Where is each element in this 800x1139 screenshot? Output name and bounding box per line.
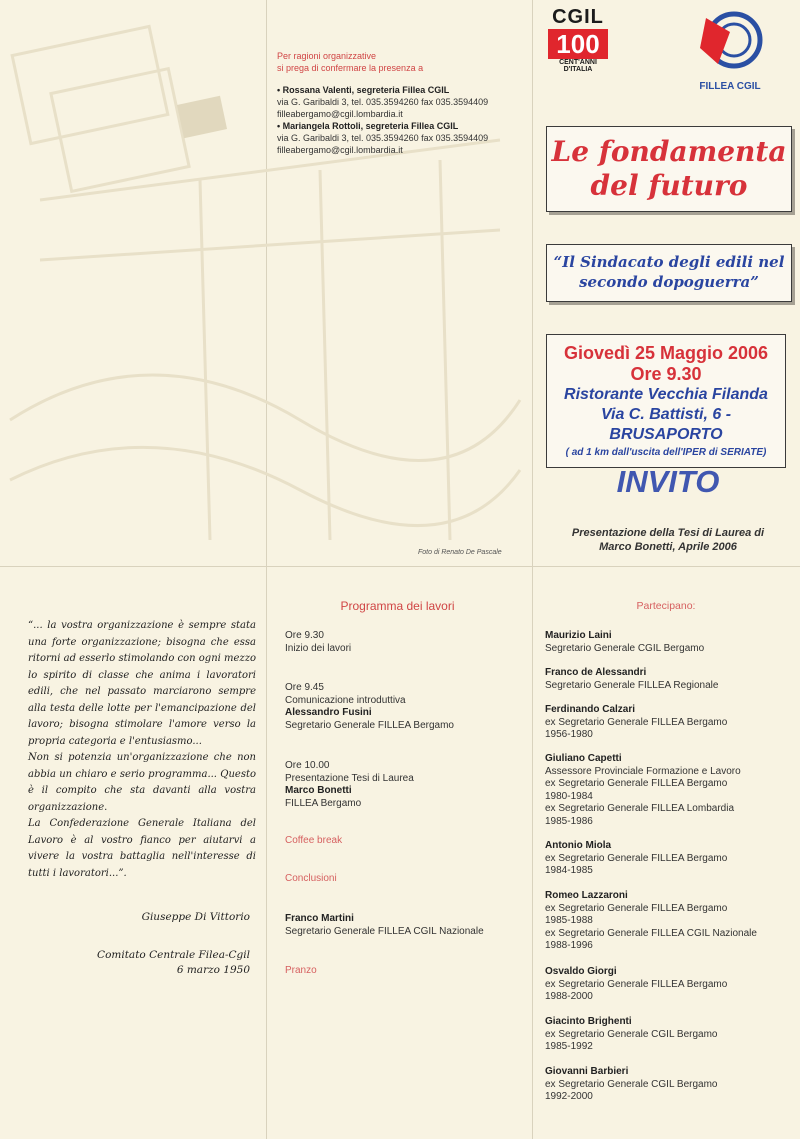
event-time: Ore 9.30 [630, 364, 702, 384]
event-address: Via C. Battisti, 6 - BRUSAPORTO [600, 406, 732, 443]
event-date: Giovedì 25 Maggio 2006 [563, 343, 769, 363]
contact-email[interactable]: filleabergamo@cgil.lombardia.it [277, 145, 403, 155]
programma-role: FILLEA Bergamo [285, 797, 362, 809]
participant-role: 1992-2000 [545, 1091, 593, 1102]
programma-pranzo [285, 965, 525, 978]
participant-role: 1956-1980 [545, 729, 593, 740]
fold-line [0, 566, 800, 567]
contact-name: • Rossana Valenti, segreteria Fillea CGIL [277, 85, 450, 95]
participant-role: 1988-1996 [545, 940, 593, 951]
programma-desc: Comunicazione introduttiva [285, 694, 406, 706]
fillea-logo [680, 8, 780, 92]
participant [545, 667, 795, 692]
photo-credit: Foto di Renato De Pascale [418, 549, 502, 556]
event-place: Ristorante Vecchia Filanda [564, 386, 768, 403]
participant-role: ex Segretario Generale FILLEA Lombardia [545, 803, 734, 814]
participant-role: ex Segretario Generale FILLEA Bergamo [545, 902, 728, 914]
participant-name: Ferdinando Calzari [545, 704, 636, 715]
pranzo-label: Pranzo [285, 965, 317, 976]
invito-heading: INVITO [616, 464, 720, 499]
programma-item [285, 682, 525, 732]
title-line: del futuro [590, 169, 748, 202]
participant-role: ex Segretario Generale CGIL Bergamo [545, 1028, 718, 1040]
contact-address: via G. Garibaldi 3, tel. 035.3594260 fax 035.3594409 [277, 133, 489, 143]
participant-role: ex Segretario Generale CGIL Bergamo [545, 1078, 718, 1090]
programma-speaker: Alessandro Fusini [285, 707, 372, 718]
programma-title: Programma dei lavori [340, 599, 455, 613]
conclusioni-label: Conclusioni [285, 873, 337, 884]
programma-speaker: Marco Bonetti [285, 785, 352, 796]
participant-role: 1984-1985 [545, 865, 593, 876]
participant-role: 1985-1986 [545, 815, 593, 827]
partecipano-title: Partecipano: [636, 600, 696, 612]
participant-role: ex Segretario Generale FILLEA Bergamo [545, 852, 728, 864]
participant [545, 966, 795, 1004]
title-line: Le fondamenta [551, 135, 787, 168]
quote-block [28, 618, 256, 882]
programma-closing [285, 913, 525, 938]
subtitle-box [546, 244, 792, 302]
quote-paragraph: La Confederazione Generale Italiana del Lavoro è al vostro fianco per aiutarvi a vivere la vostra battaglia nell'interesse di tutti i lavoratori...”. [28, 818, 256, 879]
participant-name: Romeo Lazzaroni [545, 890, 628, 901]
tesi-caption [546, 526, 790, 554]
programma-time: Ore 9.30 [285, 630, 324, 641]
programma-role: Segretario Generale FILLEA Bergamo [285, 719, 454, 731]
quote-author: Giuseppe Di Vittorio [141, 911, 250, 923]
contact-address: via G. Garibaldi 3, tel. 035.3594260 fax 035.3594409 [277, 97, 489, 107]
participant [545, 630, 795, 655]
participant-name: Giuliano Capetti [545, 753, 622, 764]
cgil-logo-word: CGIL [552, 6, 604, 28]
subtitle-line: secondo dopoguerra” [579, 273, 759, 291]
participant [545, 704, 795, 742]
coffee-label: Coffee break [285, 835, 343, 846]
cgil-100-logo [548, 6, 608, 73]
contact-email[interactable]: filleabergamo@cgil.lombardia.it [277, 109, 403, 119]
contact-entry [277, 120, 527, 156]
participant-role: ex Segretario Generale FILLEA Bergamo [545, 978, 728, 990]
participant-role: ex Segretario Generale FILLEA Bergamo [545, 716, 728, 728]
programma-desc: Inizio dei lavori [285, 642, 352, 654]
participant [545, 840, 795, 878]
tesi-line: Presentazione della Tesi di Laurea di [571, 527, 765, 539]
participant-name: Giovanni Barbieri [545, 1066, 629, 1077]
programma-role: Segretario Generale FILLEA CGIL Nazionale [285, 925, 484, 937]
event-note: ( ad 1 km dall'uscita dell'IPER di SERIATE) [565, 447, 767, 458]
tesi-line: Marco Bonetti, Aprile 2006 [599, 541, 737, 553]
contact-intro [277, 50, 527, 74]
participant-name: Antonio Miola [545, 840, 612, 851]
event-box [546, 334, 786, 468]
participant-role: Assessore Provinciale Formazione e Lavoro [545, 765, 741, 777]
participant-role: ex Segretario Generale FILLEA Bergamo [545, 778, 728, 789]
programma-time: Ore 10.00 [285, 760, 330, 771]
participant-role: Segretario Generale FILLEA Regionale [545, 679, 719, 691]
quote-paragraph: “... la vostra organizzazione è sempre stata una forte organizzazione; bisogna che essa ritorni ad esserlo stimolando con ogni mezzo lo spirito di classe che anima i lavoratori edili, che nel passato marciarono sempre alla testa delle lotte per l'emancipazione del lavoro; bisogna stimolare l'amore verso la propria categoria e l'entusiasmo... [28, 620, 256, 747]
quote-org: Comitato Centrale Filea-Cgil [97, 949, 250, 961]
participant-role: 1985-1988 [545, 915, 593, 926]
programma-desc: Presentazione Tesi di Laurea [285, 772, 414, 784]
participant-role: Segretario Generale CGIL Bergamo [545, 642, 705, 654]
cgil-logo-number: 100 [548, 29, 608, 59]
programma-conclusioni [285, 873, 525, 886]
participant [545, 890, 795, 953]
cgil-logo-subtitle: CENT'ANNI D'ITALIA [559, 59, 597, 73]
programma-speaker: Franco Martini [285, 913, 354, 924]
intro-line: si prega di confermare la presenza a [277, 63, 424, 73]
participant [545, 1066, 795, 1104]
fillea-emblem-icon [694, 8, 766, 74]
contact-name: • Mariangela Rottoli, segreteria Fillea CGIL [277, 121, 459, 131]
programma-coffee [285, 835, 525, 848]
participant-name: Maurizio Laini [545, 630, 612, 641]
programma-item [285, 760, 525, 810]
fillea-logo-label: FILLEA CGIL [699, 81, 761, 92]
intro-line: Per ragioni organizzative [277, 51, 377, 61]
participant-name: Giacinto Brighenti [545, 1016, 632, 1027]
fold-line [532, 0, 533, 1139]
participant-role: 1988-2000 [545, 991, 593, 1002]
participant-role: 1985-1992 [545, 1041, 593, 1052]
participant-role: ex Segretario Generale FILLEA CGIL Nazionale [545, 927, 757, 939]
participant-name: Osvaldo Giorgi [545, 966, 617, 977]
participant-name: Franco de Alessandri [545, 667, 647, 678]
programma-item [285, 630, 525, 655]
quote-paragraph: Non si potenzia un'organizzazione che non abbia un chiaro e serio programma... Questo è il compito che sta davanti alla vostra organizzazione. [28, 752, 256, 813]
participant-role: 1980-1984 [545, 790, 593, 802]
programma-time: Ore 9.45 [285, 682, 324, 693]
participant [545, 753, 795, 828]
participant [545, 1016, 795, 1054]
title-box [546, 126, 792, 212]
quote-date: 6 marzo 1950 [176, 964, 250, 976]
contact-panel [277, 50, 527, 156]
contact-entry [277, 84, 527, 120]
subtitle-line: “Il Sindacato degli edili nel [553, 253, 785, 271]
